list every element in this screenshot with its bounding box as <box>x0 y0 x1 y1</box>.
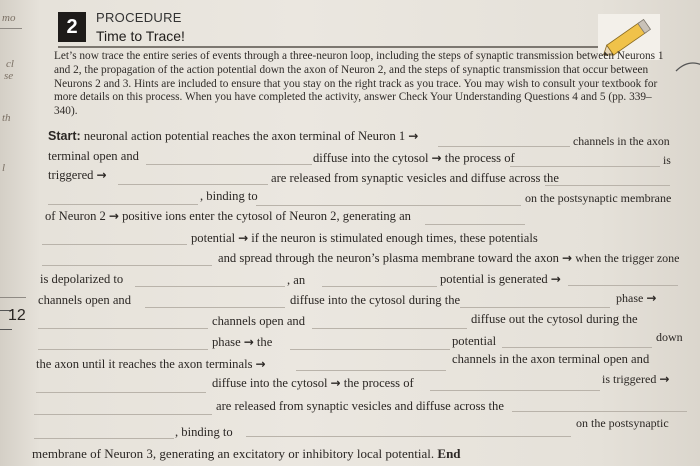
answer-blank[interactable] <box>135 286 285 287</box>
answer-blank[interactable] <box>430 390 600 391</box>
trace-segment: the axon until it reaches the axon terminals <box>36 357 253 371</box>
margin-line <box>0 297 26 298</box>
arrow-icon: → <box>238 231 249 245</box>
answer-blank[interactable] <box>48 204 198 205</box>
answer-blank[interactable] <box>512 411 687 412</box>
trace-text: are released from synaptic vesicles and diffuse across the <box>216 399 504 413</box>
answer-blank[interactable] <box>34 438 174 439</box>
trace-text: diffuse into the cytosol during the <box>290 293 461 307</box>
trace-text <box>48 129 418 144</box>
trace-segment: the <box>256 335 273 349</box>
arrow-icon: → <box>108 209 119 223</box>
margin-note: l <box>2 162 6 174</box>
margin-note: mo <box>2 12 16 24</box>
trace-text: potential <box>452 334 497 348</box>
arrow-icon: → <box>646 291 657 305</box>
trace-text: channels in the axon terminal open and <box>452 352 650 366</box>
trace-text: channels open and <box>38 293 132 307</box>
trace-text <box>36 357 266 372</box>
margin-note: se <box>4 70 14 82</box>
arrow-icon: → <box>243 335 254 349</box>
trace-segment: the process of <box>444 151 515 165</box>
trace-segment: if the neuron is stimulated enough times, these potentials <box>251 231 538 245</box>
answer-blank[interactable] <box>438 146 570 147</box>
trace-segment: phase <box>212 335 241 349</box>
trace-segment: phase <box>616 291 644 305</box>
trace-segment: diffuse into the cytosol <box>313 151 429 165</box>
answer-blank[interactable] <box>296 370 446 371</box>
trace-text <box>48 168 107 183</box>
trace-text: channels in the axon <box>573 134 670 148</box>
answer-blank[interactable] <box>38 349 208 350</box>
trace-segment: positive ions enter the cytosol of Neuron 2, generating an <box>122 209 411 223</box>
answer-blank[interactable] <box>510 166 660 167</box>
arrow-icon: → <box>408 129 419 143</box>
answer-blank[interactable] <box>460 307 610 308</box>
trace-segment: the process of <box>343 376 414 390</box>
trace-segment: when the trigger zone <box>575 251 680 265</box>
step-number-badge: 2 <box>58 12 86 42</box>
trace-text <box>32 446 461 462</box>
arrow-icon: → <box>431 151 442 165</box>
answer-blank[interactable] <box>502 347 652 348</box>
arrow-icon: → <box>255 357 266 371</box>
arrow-icon: → <box>330 376 341 390</box>
arrow-icon: → <box>550 272 561 286</box>
trace-segment: diffuse into the cytosol <box>212 376 328 390</box>
trace-text: , binding to <box>175 425 233 439</box>
trace-text <box>212 335 272 350</box>
trace-text <box>440 272 561 287</box>
trace-text <box>191 231 538 246</box>
trace-segment: of Neuron 2 <box>45 209 106 223</box>
answer-blank[interactable] <box>36 392 206 393</box>
arrow-icon: → <box>561 251 573 265</box>
trace-text: channels open and <box>212 314 306 328</box>
answer-blank[interactable] <box>290 349 450 350</box>
header-rule <box>58 46 618 48</box>
end-label: End <box>437 446 461 461</box>
trace-text: diffuse out the cytosol during the <box>471 312 638 326</box>
answer-blank[interactable] <box>312 328 467 329</box>
trace-text: down <box>656 330 683 344</box>
margin-note: th <box>2 112 11 124</box>
trace-segment: neuronal action potential reaches the axon terminal of Neuron 1 <box>83 129 406 143</box>
trace-text: on the postsynaptic <box>576 416 669 430</box>
answer-blank[interactable] <box>568 285 678 286</box>
trace-text: terminal open and <box>48 149 139 163</box>
procedure-label: PROCEDURE <box>96 10 182 25</box>
trace-text <box>218 251 680 266</box>
arrow-icon: → <box>659 372 670 386</box>
intro-paragraph: Let’s now trace the entire series of events through a three-neuron loop, including the steps of synaptic transmission between Neurons 1 and 2, the propagation of the action potential down the axon of Neuron 2, and the steps of synaptic transmission that occur between Neurons 2 and 3. Hints are included to ensure that you stay on the right track as you trace. You may wish to consult your textbook for more details on this process. When you have completed the activity, answer Check Your Understanding Questions 4 and 5 (pp. 339–340). <box>54 50 664 118</box>
answer-blank[interactable] <box>118 184 268 185</box>
trace-text: , binding to <box>200 189 258 203</box>
trace-segment: membrane of Neuron 3, generating an excitatory or inhibitory local potential. <box>32 446 435 461</box>
answer-blank[interactable] <box>42 265 212 266</box>
trace-segment: is triggered <box>602 372 657 386</box>
trace-text <box>616 291 656 306</box>
trace-text: are released from synaptic vesicles and diffuse across the <box>271 171 559 185</box>
page-curl-icon <box>672 55 700 85</box>
page-number: 12 <box>8 307 26 324</box>
trace-text <box>602 372 669 387</box>
answer-blank[interactable] <box>322 286 437 287</box>
section-title: Time to Trace! <box>96 28 185 44</box>
trace-text <box>313 151 515 166</box>
answer-blank[interactable] <box>42 244 187 245</box>
trace-segment: potential is generated <box>440 272 548 286</box>
trace-text: is <box>663 153 671 167</box>
trace-text: , an <box>287 273 306 287</box>
answer-blank[interactable] <box>545 185 670 186</box>
margin-line <box>0 28 22 29</box>
trace-text <box>212 376 414 391</box>
margin-note: cl <box>6 58 14 70</box>
answer-blank[interactable] <box>34 414 212 415</box>
trace-text: on the postsynaptic membrane <box>525 191 672 205</box>
answer-blank[interactable] <box>246 436 571 437</box>
trace-text: is depolarized to <box>40 272 124 286</box>
answer-blank[interactable] <box>38 328 208 329</box>
answer-blank[interactable] <box>425 224 525 225</box>
arrow-icon: → <box>96 168 107 182</box>
answer-blank[interactable] <box>256 205 521 206</box>
trace-segment: triggered <box>48 168 94 182</box>
trace-segment: potential <box>191 231 236 245</box>
answer-blank[interactable] <box>146 164 312 165</box>
trace-segment: and spread through the neuron’s plasma membrane toward the axon <box>218 251 559 265</box>
answer-blank[interactable] <box>145 307 285 308</box>
trace-text <box>45 209 411 224</box>
start-label: Start: <box>48 129 81 143</box>
